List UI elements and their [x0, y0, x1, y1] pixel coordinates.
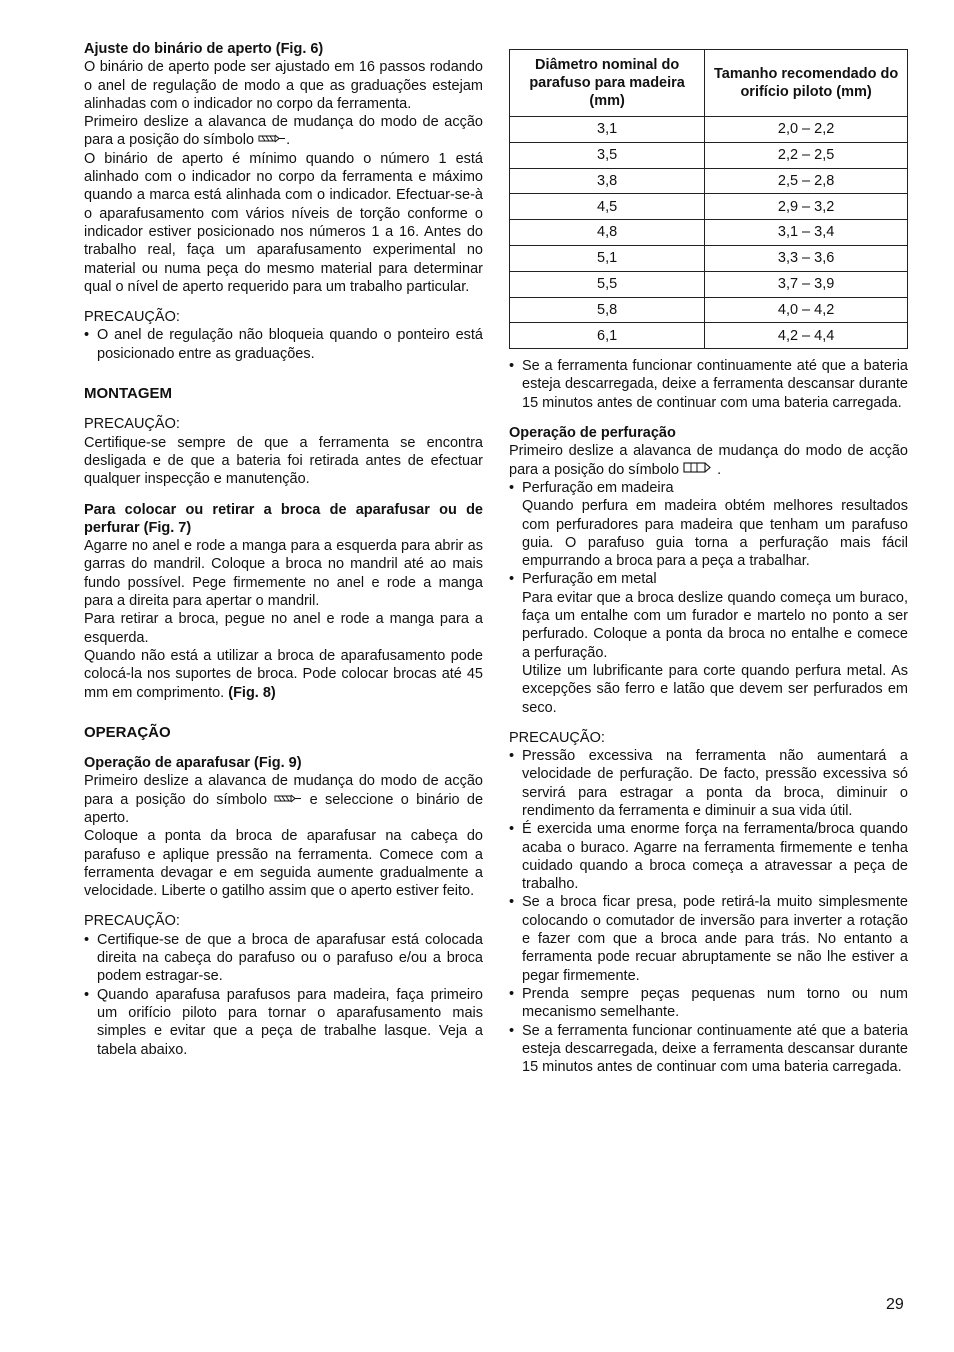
battery-note-item: • Se a ferramenta funcionar continuamente até que a bateria esteja descarregada, deixe a ferramenta descansar durante 15 minutos antes de continuar com uma bateria carregada. [509, 357, 908, 412]
perfuracao-caution-list [509, 747, 908, 1076]
torque-caution-list [84, 326, 483, 363]
perfuracao-list [509, 479, 908, 717]
metal-text-1: Para evitar que a broca deslize quando começa um buraco, faça um entalhe com um furador e martelo no ponto a ser perfurado. Coloque a ponta da broca no entalhe e comece a perfuração. [522, 589, 908, 661]
section-title-operacao: OPERAÇÃO [84, 723, 171, 741]
perfuracao-paragraph-1-text: Primeiro deslize a alavanca de mudança do modo de acção para a posição do símbolo [509, 443, 908, 478]
perfuracao-caution-item: • É exercida uma enorme força na ferramenta/broca quando acaba o buraco. Agarre na ferramenta firmemente e tenha cuidado quando a broca começa a atravessar a peça de trabalho. [509, 820, 908, 893]
table-cell-diameter: 6,1 [510, 323, 705, 349]
table-cell-pilot: 3,1 – 3,4 [705, 220, 908, 246]
table-row [510, 117, 908, 143]
table-cell-diameter: 5,8 [510, 297, 705, 323]
table-cell-pilot: 2,9 – 3,2 [705, 194, 908, 220]
table-row [510, 297, 908, 323]
torque-paragraph-1: O binário de aperto pode ser ajustado em 16 passos rodando o anel de regulação de modo a que as graduações estejam alinhadas com o indicador no corpo da ferramenta. [84, 59, 483, 112]
table-cell-pilot: 4,2 – 4,4 [705, 323, 908, 349]
aparafusar-caution-label: PRECAUÇÃO: [84, 913, 180, 930]
madeira-label: • Perfuração em madeira [522, 479, 674, 496]
pilot-hole-table [509, 49, 908, 349]
aparafusar-paragraph-1-text: Primeiro deslize a alavanca de mudança do modo de acção para a posição do símbolo [84, 773, 483, 808]
aparafusar-paragraph-2: Coloque a ponta da broca de aparafusar na cabeça do parafuso e aplique pressão na ferramenta. Comece com a ferramenta devagar e em seguida aumente gradualmente a velocidade. Liberte o gatilho assim que o aperto estiver feito. [84, 828, 483, 900]
perfuracao-paragraph-1-end: . [717, 461, 722, 478]
section-title-aparafusar: Operação de aparafusar (Fig. 9) [84, 755, 302, 772]
section-title-montagem: MONTAGEM [84, 385, 173, 403]
table-row [510, 194, 908, 220]
perfuracao-paragraph-1 [509, 442, 908, 479]
torque-paragraph-2-end: . [286, 132, 291, 149]
table-cell-diameter: 3,1 [510, 117, 705, 143]
metal-label: • Perfuração em metal [522, 571, 657, 588]
page-number: 29 [886, 1296, 904, 1313]
perfuracao-caution-item: • Se a broca ficar presa, pode retirá-la muito simplesmente colocando o comutador de inversão para inverter a rotação e fazer com que a broca ande para trás. No entanto a ferramenta pode recuar abruptamente se não lhe estiver a pegar firmemente. [509, 893, 908, 984]
aparafusar-caution-list [84, 931, 483, 1059]
torque-paragraph-2 [84, 113, 483, 150]
table-cell-pilot: 2,0 – 2,2 [705, 117, 908, 143]
aparafusar-caution-item: • Certifique-se de que a broca de aparafusar está colocada direita na cabeça do parafuso ou o parafuso e/ou a broca podem estragar-se. [84, 931, 483, 986]
perfuracao-caution-item: • Pressão excessiva na ferramenta não aumentará a velocidade de perfuração. De facto, pressão excessiva só servirá para estragar a ponta da broca, diminuir o rendimento da ferramenta e diminuir a sua vida útil. [509, 747, 908, 820]
left-column [84, 40, 483, 1059]
perfuracao-caution-item: • Se a ferramenta funcionar continuamente até que a bateria esteja descarregada, deixe a ferramenta descansar durante 15 minutos antes de continuar com uma bateria carregada. [509, 1022, 908, 1077]
table-cell-diameter: 5,1 [510, 245, 705, 271]
torque-paragraph-3: O binário de aperto é mínimo quando o número 1 está alinhado com o indicador no corpo da ferramenta e máximo quando a marca está alinhada com o indicador. Efectuar-se-à o aparafusamento com vários níveis de torção conforme o indicador estiver posicionado nos números 1 a 16. Antes do trabalho real, faça um aparafusamento experimental no material ou numa peça do mesmo material para determinar qual o nível de aperto requerido para um trabalho particular. [84, 150, 483, 295]
table-row [510, 323, 908, 349]
montagem-caution-label: PRECAUÇÃO: [84, 416, 180, 433]
broca-paragraph-3-text: Quando não está a utilizar a broca de aparafusamento pode colocá-la nos suportes de broca. Pode colocar brocas até 45 mm em comprimento. [84, 647, 483, 701]
broca-paragraph-3 [84, 647, 483, 702]
table-cell-diameter: 3,8 [510, 168, 705, 194]
table-row [510, 271, 908, 297]
screwdriving-mode-symbol-icon [258, 133, 286, 147]
table-row [510, 245, 908, 271]
table-cell-pilot: 3,7 – 3,9 [705, 271, 908, 297]
drilling-mode-symbol-icon [683, 463, 717, 477]
table-row [510, 142, 908, 168]
table-header-diameter: Diâmetro nominal do parafuso para madeira (mm) [510, 50, 705, 117]
broca-paragraph-2: Para retirar a broca, pegue no anel e rode a manga para a esquerda. [84, 611, 483, 646]
table-header-pilot-hole: Tamanho recomendado do orifício piloto (mm) [705, 50, 908, 117]
perfuracao-caution-item: • Prenda sempre peças pequenas num torno ou num mecanismo semelhante. [509, 985, 908, 1022]
section-title-broca: Para colocar ou retirar a broca de aparafusar ou de perfurar (Fig. 7) [84, 501, 483, 536]
section-title-torque: Ajuste do binário de aperto (Fig. 6) [84, 41, 324, 57]
section-title-perfuracao: Operação de perfuração [509, 425, 676, 442]
list-item-madeira [509, 479, 908, 570]
torque-caution-item: • O anel de regulação não bloqueia quando o ponteiro está posicionado entre as graduações. [84, 326, 483, 363]
table-cell-pilot: 2,2 – 2,5 [705, 142, 908, 168]
montagem-paragraph: Certifique-se sempre de que a ferramenta se encontra desligada e de que a bateria foi retirada antes de efectuar qualquer inspecção e manutenção. [84, 434, 483, 488]
torque-caution-label: PRECAUÇÃO: [84, 309, 180, 326]
battery-note-list [509, 357, 908, 412]
metal-text-2: Utilize um lubrificante para corte quando perfura metal. As excepções são ferro e latão que devem ser perfurados em seco. [522, 662, 908, 716]
table-row [510, 168, 908, 194]
torque-paragraph-2-text: Primeiro deslize a alavanca de mudança do modo de acção para a posição do símbolo [84, 114, 483, 149]
table-cell-pilot: 2,5 – 2,8 [705, 168, 908, 194]
right-column [509, 49, 908, 1076]
list-item-metal [509, 570, 908, 716]
aparafusar-paragraph-1 [84, 772, 483, 827]
table-cell-pilot: 3,3 – 3,6 [705, 245, 908, 271]
screwdriving-mode-symbol-icon [274, 793, 302, 807]
table-cell-pilot: 4,0 – 4,2 [705, 297, 908, 323]
perfuracao-caution-label: PRECAUÇÃO: [509, 729, 605, 746]
aparafusar-paragraph-1-end: e seleccione o binário de aperto. [84, 791, 484, 826]
madeira-text: Quando perfura em madeira obtém melhores resultados com perfuradores para madeira que tenham um parafuso guia. O parafuso guia torna a perfuração mais fácil empurrando a broca para a peça a trabalhar. [522, 498, 908, 570]
broca-paragraph-1: Agarre no anel e rode a manga para a esquerda para abrir as garras do mandril. Coloque a broca no mandril até ao mais fundo possível. Pege firmemente no anel e rode a manga para a direita para apertar o mandril. [84, 538, 483, 610]
table-header-row [510, 50, 908, 117]
table-cell-diameter: 5,5 [510, 271, 705, 297]
table-cell-diameter: 4,5 [510, 194, 705, 220]
aparafusar-caution-item: • Quando aparafusa parafusos para madeira, faça primeiro um orifício piloto para tornar o aparafusamento mais simples e evitar que a peça de trabalhe lasque. Veja a tabela abaixo. [84, 986, 483, 1059]
table-cell-diameter: 3,5 [510, 142, 705, 168]
broca-figure-ref: (Fig. 8) [228, 684, 276, 701]
table-row [510, 220, 908, 246]
table-cell-diameter: 4,8 [510, 220, 705, 246]
